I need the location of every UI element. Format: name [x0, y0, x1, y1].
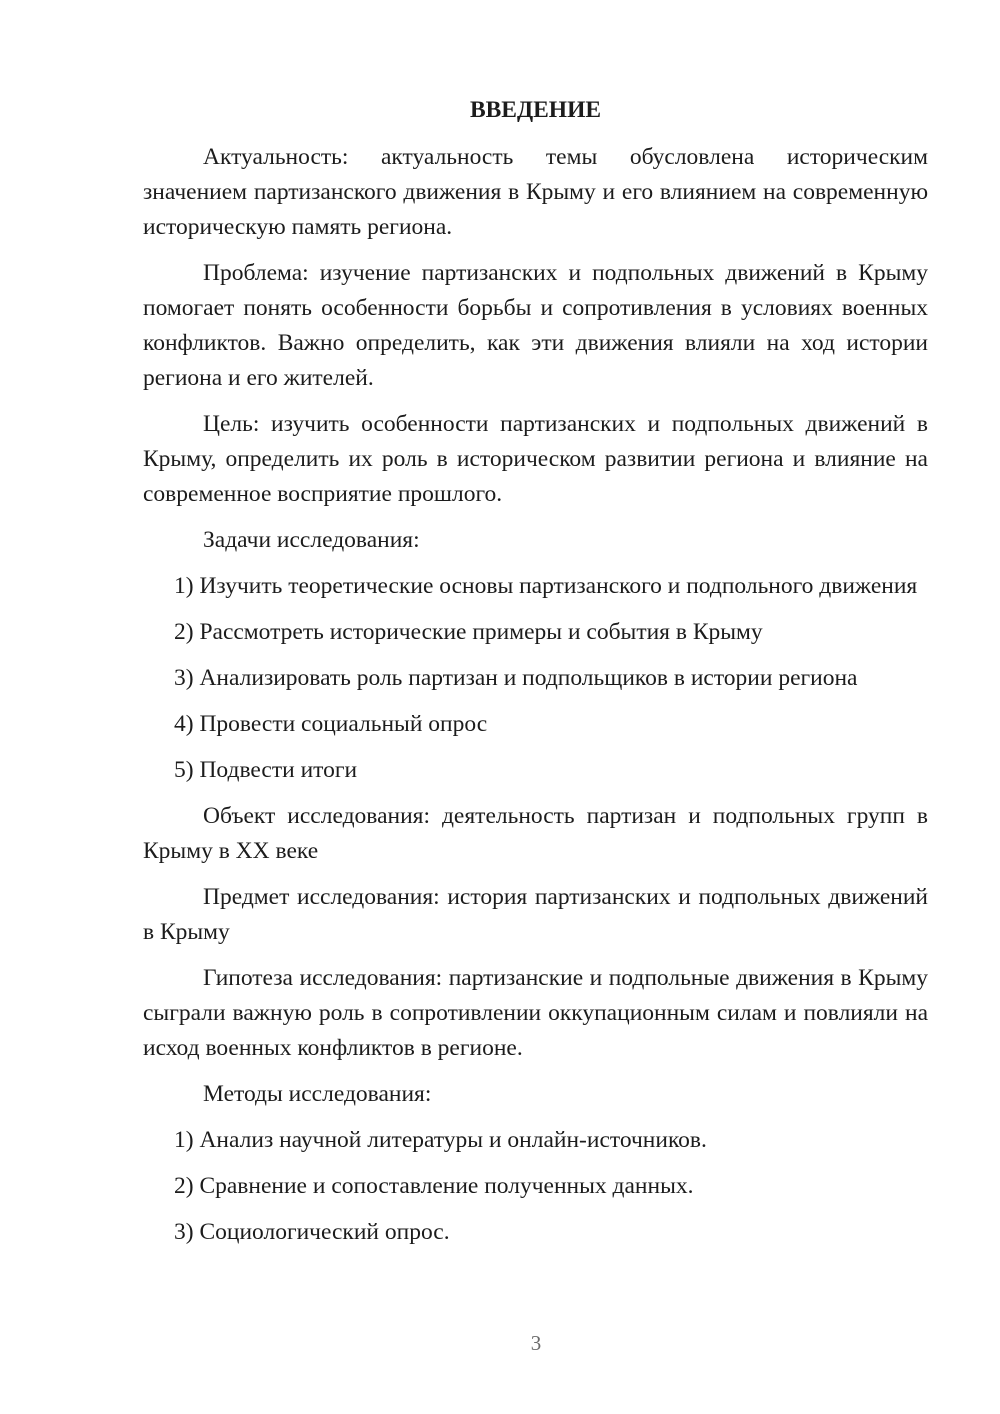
relevance-paragraph: Актуальность: актуальность темы обусловлена историческим значением партизанского движения в Крыму и его влиянием на современную историческую память региона.	[143, 144, 928, 240]
task-item-5: 5) Подвести итоги	[174, 757, 358, 783]
task-item-3: 3) Анализировать роль партизан и подпольщиков в истории региона	[174, 665, 858, 691]
tasks-heading: Задачи исследования:	[203, 527, 420, 553]
section-title: ВВЕДЕНИЕ	[469, 97, 602, 123]
method-item-2: 2) Сравнение и сопоставление полученных данных.	[174, 1173, 694, 1199]
page-number: 3	[530, 1331, 542, 1355]
object-paragraph: Объект исследования: деятельность партизан и подпольных групп в Крыму в XX веке	[143, 803, 928, 864]
hypothesis-paragraph: Гипотеза исследования: партизанские и подпольные движения в Крыму сыграли важную роль в сопротивлении оккупационным силам и повлияли на исход военных конфликтов в регионе.	[143, 965, 928, 1061]
method-item-3: 3) Социологический опрос.	[174, 1219, 450, 1245]
page-content	[143, 93, 928, 1261]
task-item-4: 4) Провести социальный опрос	[174, 711, 488, 737]
task-item-1: 1) Изучить теоретические основы партизанского и подпольного движения	[174, 573, 918, 599]
methods-heading: Методы исследования:	[203, 1081, 432, 1107]
task-item-2: 2) Рассмотреть исторические примеры и события в Крыму	[174, 619, 763, 645]
goal-paragraph: Цель: изучить особенности партизанских и подпольных движений в Крыму, определить их роль в историческом развитии региона и влияние на современное восприятие прошлого.	[143, 411, 928, 507]
subject-paragraph: Предмет исследования: история партизанских и подпольных движений в Крыму	[143, 884, 928, 945]
problem-paragraph: Проблема: изучение партизанских и подпольных движений в Крыму помогает понять особенности борьбы и сопротивления в условиях военных конфликтов. Важно определить, как эти движения влияли на ход истории региона и его жителей.	[143, 260, 928, 391]
method-item-1: 1) Анализ научной литературы и онлайн-источников.	[174, 1127, 707, 1153]
